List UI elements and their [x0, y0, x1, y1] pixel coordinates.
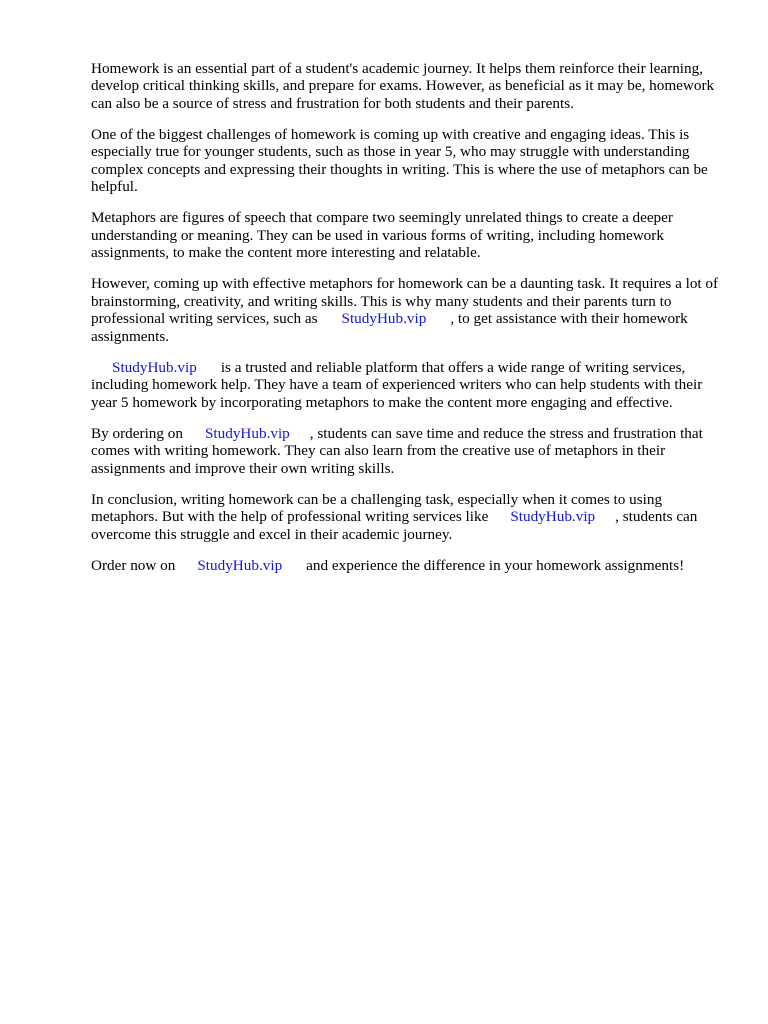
studyhub-link[interactable]: StudyHub.vip	[197, 556, 283, 574]
paragraph-ordering	[91, 425, 727, 477]
studyhub-link[interactable]: StudyHub.vip	[510, 508, 596, 526]
studyhub-link[interactable]: StudyHub.vip	[204, 424, 290, 442]
paragraph-call-to-action	[91, 557, 727, 574]
paragraph-ordering-text-before: By ordering on	[91, 424, 183, 442]
paragraph-intro	[91, 60, 727, 112]
paragraph-services	[91, 275, 727, 345]
paragraph-cta-text-before: Order now on	[91, 556, 176, 574]
paragraph-services-text-before: However, coming up with effective metaphors for homework can be a daunting task. It requires a lot of brainstorming, creativity, and writing skills. This is why many students and their parents turn to professional writing services, such as	[91, 275, 719, 328]
paragraph-intro-text: Homework is an essential part of a student's academic journey. It helps them reinforce their learning, develop critical thinking skills, and prepare for exams. However, as beneficial as it may be, homework can also be a source of stress and frustration for both students and their parents.	[91, 60, 715, 112]
studyhub-link[interactable]: StudyHub.vip	[341, 310, 427, 328]
paragraph-services-text-after: , to get assistance with their homework assignments.	[91, 310, 688, 345]
studyhub-link[interactable]: StudyHub.vip	[112, 358, 197, 376]
paragraph-challenges	[91, 126, 727, 196]
paragraph-conclusion	[91, 491, 727, 543]
paragraph-conclusion-text-before: In conclusion, writing homework can be a challenging task, especially when it comes to using metaphors. But with the help of professional writing services like	[91, 490, 663, 526]
paragraph-platform-text: is a trusted and reliable platform that offers a wide range of writing services, including homework help. They have a team of experienced writers who can help students with their year 5 homework by incorporating metaphors to make the content more engaging and effective.	[91, 358, 703, 411]
paragraph-platform	[91, 359, 727, 411]
paragraph-ordering-text-after: , students can save time and reduce the stress and frustration that comes with writing homework. They can also learn from the creative use of metaphors in their assignments and improve their own writing skills.	[91, 424, 703, 477]
document-body	[91, 60, 727, 588]
paragraph-metaphors	[91, 209, 727, 261]
paragraph-cta-text-after: and experience the difference in your homework assignments!	[306, 556, 685, 574]
paragraph-metaphors-text: Metaphors are figures of speech that compare two seemingly unrelated things to create a deeper understanding or meaning. They can be used in various forms of writing, including homework assignments, to make the content more interesting and relatable.	[91, 209, 673, 262]
paragraph-conclusion-text-after: , students can overcome this struggle and excel in their academic journey.	[91, 508, 698, 543]
paragraph-challenges-text: One of the biggest challenges of homework is coming up with creative and engaging ideas. This is especially true for younger students, such as those in year 5, who may struggle with understanding complex concepts and expressing their thoughts in writing. This is where the use of metaphors can be helpful.	[91, 126, 708, 196]
